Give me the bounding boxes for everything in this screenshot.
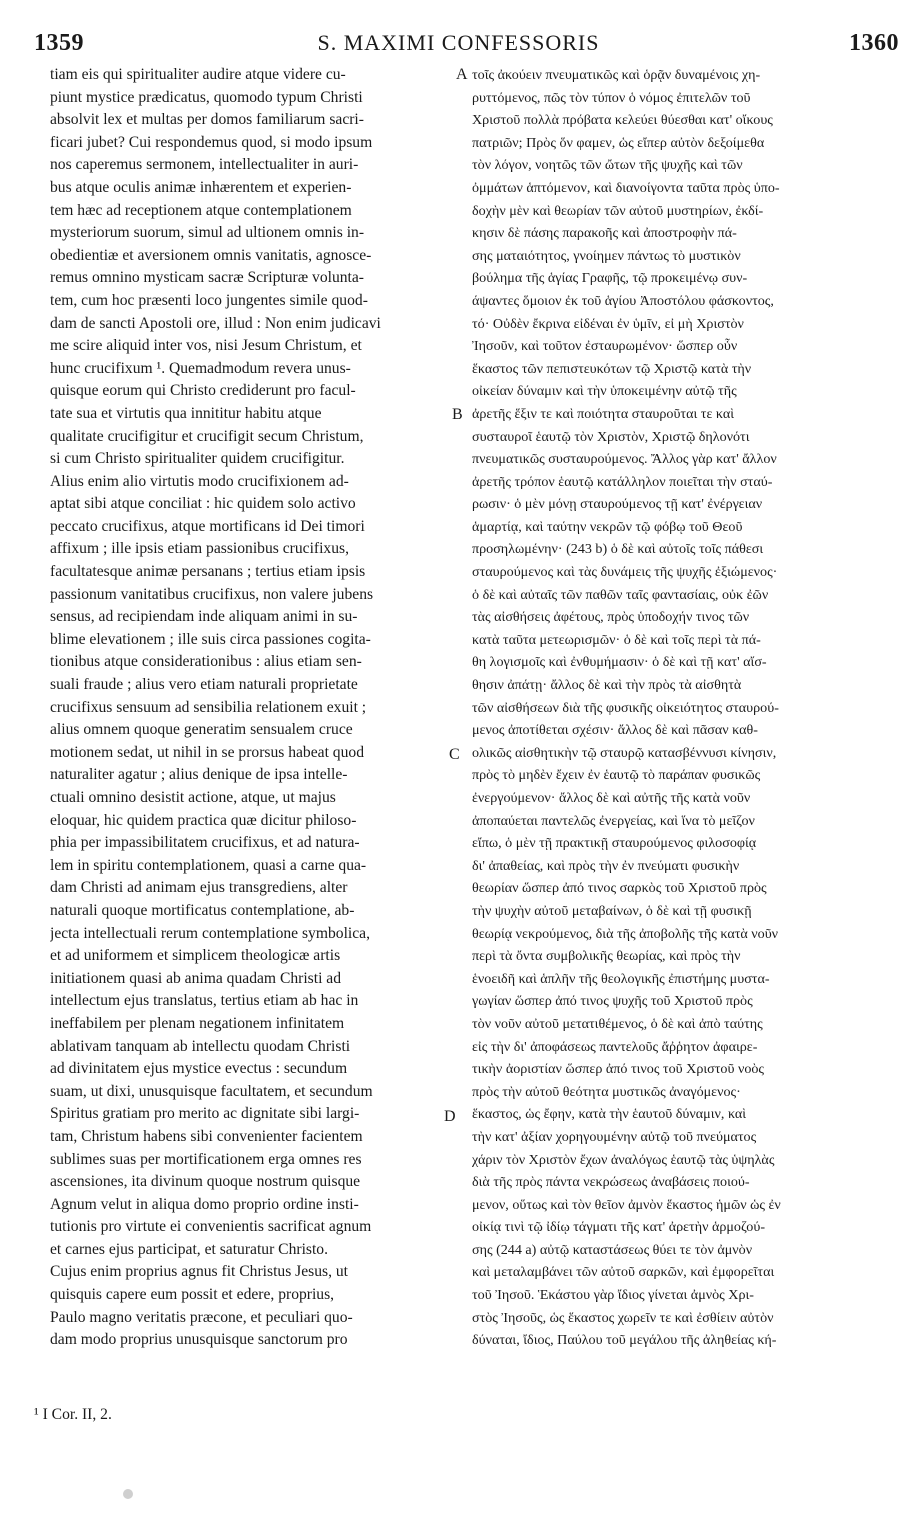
latin-line: naturali quoque mortificatus contemplatione, ab- (50, 901, 355, 919)
latin-line: Alius enim alio virtutis modo crucifixionem ad- (50, 472, 349, 490)
greek-line: σταυρούμενος καὶ τὰς δυνάμεις τῆς ψυχῆς ἐξιώμενος· (472, 564, 778, 581)
latin-line: Spiritus gratiam pro merito ac dignitate sibi largi- (50, 1105, 360, 1123)
latin-line: ablativam tanquam ab intellectu quodam Christi (50, 1037, 351, 1055)
latin-line: ctuali omnino desistit actione, atque, ut majus (50, 789, 336, 806)
greek-line: διὰ τῆς πρὸς πάντα νεκρώσεως ἀναβάσεις ποιού- (472, 1174, 750, 1191)
greek-line: τοῦ Ἰησοῦ. Ἑκάστου γὰρ ἴδιος γίνεται ἀμνὸς Χρι- (472, 1287, 754, 1304)
right-page-number: 1360 (849, 30, 899, 56)
running-title: S. MAXIMI CONFESSORIS (317, 30, 600, 55)
margin-letter-b: B (452, 406, 463, 423)
latin-line: absolvit lex et multas per domos familiarum sacri- (50, 111, 364, 129)
greek-column (472, 64, 878, 1352)
latin-line: alius omnem quoque generatim sensualem cruce (50, 721, 353, 739)
latin-line: crucifixus sensuum ad sensibilia relationem exuit ; (50, 698, 367, 716)
latin-line: tem, cum hoc præsenti loco jungentes simile quod- (50, 291, 368, 309)
latin-line: affixum ; ille ipsis etiam passionibus crucifixus, (50, 540, 349, 558)
latin-line: blime elevationem ; ille suis circa passiones cogita- (50, 630, 371, 648)
footnote: ¹ I Cor. II, 2. (34, 1406, 112, 1423)
greek-line: πνευματικῶς συσταυρούμενος. Ἄλλος γὰρ κατ' ἄλλον (472, 451, 777, 468)
greek-line: τικὴν ἀοριστίαν ὥσπερ ἀπό τινος τοῦ Χριστοῦ νοὸς (472, 1061, 764, 1078)
latin-line: et ad uniformem et simplicem theologicæ artis (50, 947, 341, 965)
latin-line: jecta intellectuali rerum contemplatione symbolica, (50, 924, 370, 942)
latin-line: suali fraude ; alius vero etiam naturali proprietate (50, 676, 358, 694)
greek-line: τὴν ψυχὴν αὐτοῦ μεταβαίνων, ὁ δὲ καὶ τῇ φυσικῇ (472, 902, 752, 919)
greek-line: κατὰ ταῦτα μετεωρισμῶν· ὁ δὲ καὶ τοῖς περὶ τὰ πά- (472, 631, 761, 648)
greek-line: ἕκαστος, ὡς ἔφην, κατὰ τὴν ἑαυτοῦ δύναμιν, καὶ (472, 1106, 747, 1123)
greek-line: Ἰησοῦν, καὶ τοῦτον ἐσταυρωμένον· ὥσπερ οὖν (472, 338, 738, 355)
margin-letter-c: C (449, 746, 460, 763)
latin-line: hunc crucifixum ¹. Quemadmodum revera unus- (50, 359, 351, 377)
greek-line: ὀμμάτων ἁπτόμενον, καὶ διανοίγοντα ταῦτα πρὸς ὑπο- (472, 179, 780, 196)
latin-line: dam de sancti Apostoli ore, illud : Non enim judicavi (50, 314, 381, 332)
greek-line: θεωρίαν ὥσπερ ἀπό τινος σαρκὸς τοῦ Χριστοῦ πρὸς (472, 880, 767, 897)
greek-line: πατριῶν; Πρὸς ὅν φαμεν, ὡς εἴπερ αὐτὸν δεξοίμεθα (472, 134, 765, 151)
latin-line: ad divinitatem ejus mystice evectus : secundum (50, 1060, 348, 1078)
latin-line: lem in spiritu contemplationem, quasi a carne qua- (50, 856, 367, 874)
latin-line: mysteriorum suorum, simul ad ultionem omnis in- (50, 224, 365, 242)
greek-line: τό· Οὐδὲν ἔκρινα εἰδέναι ἐν ὑμῖν, εἰ μὴ Χριστὸν (472, 315, 744, 332)
greek-line: δι' ἀπαθείας, καὶ πρὸς τὴν ἐν πνεύματι φυσικὴν (472, 857, 740, 874)
latin-line: tem hæc ad receptionem atque contemplationem (50, 201, 352, 219)
greek-line: ὁ δὲ καὶ αὐταῖς τῶν παθῶν ταῖς φαντασίαις, οὐκ ἐῶν (472, 586, 769, 603)
latin-line: Paulo magno veritatis præcone, et peculiari quo- (50, 1308, 353, 1326)
greek-line: τὸν νοῦν αὐτοῦ μετατιθέμενος, ὁ δὲ καὶ ἀπὸ ταύτης (472, 1015, 763, 1032)
latin-line: nos caperemus sermonem, intellectualiter in auri- (50, 156, 359, 174)
latin-line: initiationem quasi ab anima quadam Christi ad (50, 969, 342, 987)
greek-line: ἐνεργούμενον· ἄλλος δὲ καὶ αὐτῆς τῆς κατὰ νοῦν (472, 790, 751, 806)
greek-line: ἀρετῆς τρόπον ἑαυτῷ κατάλληλον ποιεῖται τὴν σταύ- (472, 473, 773, 490)
greek-line: ἕκαστος τῶν πεπιστευκότων τῷ Χριστῷ κατὰ τὴν (472, 360, 752, 377)
latin-line: naturaliter agatur ; alius denique de ipsa intelle- (50, 766, 348, 784)
latin-line: qualitate crucifigitur et crucifigit secum Christum, (50, 427, 364, 445)
latin-line: tiam eis qui spiritualiter audire atque videre cu- (50, 66, 346, 83)
greek-line: θησιν ἀπάτῃ· ἄλλος δὲ καὶ τὴν πρὸς τὰ αἰσθητὰ (472, 677, 742, 694)
greek-line: ἑνοειδῆ καὶ ἁπλῆν τῆς θεολογικῆς ἐπιστήμης μυστα- (472, 970, 770, 987)
latin-line: tionibus atque considerationibus : alius etiam sen- (50, 653, 362, 671)
latin-line: me scire aliquid inter vos, nisi Jesum Christum, et (50, 337, 362, 355)
greek-line: τὰς αἰσθήσεις ἀφέτους, πρὸς ὑποδοχήν τινος τῶν (472, 609, 750, 626)
greek-line: πρὸς τὸ μηδὲν ἔχειν ἐν ἑαυτῷ τὸ παράπαν φυσικῶς (472, 767, 761, 784)
greek-line: ἀποπαύεται παντελῶς ἐνεργείας, καὶ ἵνα τὸ μεῖζον (472, 812, 755, 829)
latin-line: aptat sibi atque conciliat : hic quidem solo activo (50, 495, 356, 513)
latin-column (50, 64, 445, 1352)
latin-line: Agnum velut in aliqua domo proprio ordine insti- (50, 1195, 359, 1213)
greek-line: οἰκείαν δύναμιν καὶ τὴν ὑποκειμένην αὐτῷ τῆς (472, 383, 737, 400)
latin-line: tam, Christum habens sibi convenienter facientem (50, 1127, 363, 1145)
latin-line: sensus, ad recipiendam inde aliquam animi in su- (50, 608, 358, 626)
greek-line: τῶν αἰσθήσεων διὰ τῆς φυσικῆς οἰκειότητος σταυρού- (472, 699, 779, 716)
latin-line: quisque eorum qui Christo crediderunt pro facul- (50, 382, 356, 400)
margin-letter-a: A (456, 66, 468, 83)
ink-speck (123, 1489, 133, 1499)
latin-line: intellectum ejus translatus, tertius etiam ab hac in (50, 992, 359, 1010)
greek-line: τοῖς ἀκούειν πνευματικῶς καὶ ὁρᾷν δυναμένοις χη- (472, 67, 761, 83)
greek-line: Χριστοῦ πολλὰ πρόβατα κελεύει θύεσθαι κατ' οἴκους (472, 112, 773, 129)
greek-line: σης (244 a) αὐτῷ καταστάσεως θύει τε τὸν ἀμνὸν (472, 1241, 753, 1258)
margin-letter-d: D (444, 1108, 456, 1125)
greek-line: ἀρετῆς ἕξιν τε καὶ ποιότητα σταυροῦται τε καὶ (472, 405, 735, 422)
greek-line: ολικῶς αἰσθητικὴν τῷ σταυρῷ κατασβέννυσι κίνησιν, (472, 744, 777, 761)
latin-line: tate sua et virtutis qua innititur habitu atque (50, 404, 322, 422)
latin-line: piunt mystice prædicatus, quomodo typum Christi (50, 88, 363, 106)
latin-line: ficari jubet? Cui respondemus quod, si modo ipsum (50, 133, 373, 151)
latin-line: et carnes ejus participat, et saturatur Christo. (50, 1240, 328, 1258)
latin-line: tutionis pro virtute ei convenientis sacrificat agnum (50, 1218, 372, 1236)
latin-line: obedientiæ et aversionem omnis vanitatis, agnosce- (50, 246, 372, 264)
greek-line: οἰκίᾳ τινὶ τῷ ἰδίῳ τάγματι τῆς κατ' ἀρετὴν ἁρμοζού- (472, 1219, 766, 1236)
latin-line: si cum Christo spiritualiter quidem crucifigitur. (50, 450, 345, 468)
latin-line: Cujus enim proprius agnus fit Christus Jesus, ut (50, 1263, 349, 1281)
greek-line: άψαντες ὅμοιον ἐκ τοῦ ἁγίου Ἀποστόλου φάσκοντος, (472, 292, 774, 309)
greek-line: συσταυροῖ ἑαυτῷ τὸν Χριστὸν, Χριστῷ δηλονότι (472, 428, 750, 445)
greek-line: βούλημα τῆς ἁγίας Γραφῆς, τῷ προκειμένῳ συν- (472, 270, 748, 287)
greek-line: τὴν κατ' ἀξίαν χορηγουμένην αὐτῷ τοῦ πνεύματος (472, 1128, 757, 1145)
greek-line: μενος ἀποτίθεται σχέσιν· ἄλλος δὲ καὶ πᾶσαν καθ- (472, 722, 758, 739)
greek-line: ἁμαρτίᾳ, καὶ ταύτην νεκρῶν τῷ φόβῳ τοῦ Θεοῦ (472, 518, 743, 535)
greek-line: ρυττόμενος, πῶς τὸν τύπον ὁ νόμος ἐπιτελῶν τοῦ (472, 89, 751, 106)
latin-line: sublimes suas per mortificationem erga omnes res (50, 1150, 362, 1168)
latin-line: passionum vanitatibus crucifixus, non valere jubens (50, 585, 374, 603)
greek-line: καὶ μεταλαμβάνει τῶν αὐτοῦ σαρκῶν, καὶ ἐμφορεῖται (472, 1264, 775, 1281)
latin-line: ineffabilem per plenam negationem infinitatem (50, 1014, 345, 1032)
greek-line: μενον, οὕτως καὶ τὸν θεῖον ἀμνὸν ἕκαστος ἡμῶν ὡς ἐν (472, 1196, 781, 1213)
latin-line: dam modo proprius unusquisque sanctorum pro (50, 1331, 348, 1349)
greek-line: δοχὴν μὲν καὶ θεωρίαν τῶν αὐτοῦ μυστηρίων, ἐκδί- (472, 202, 764, 219)
greek-line: δύναται, ἴδιος, Παύλου τοῦ μεγάλου τῆς ἀληθείας κή- (472, 1332, 777, 1349)
latin-line: peccato crucifixus, atque mortificans id Dei timori (50, 517, 365, 535)
greek-line: περὶ τὰ ὄντα συμβολικῆς θεωρίας, καὶ πρὸς τὴν (472, 948, 741, 965)
greek-line: στὸς Ἰησοῦς, ὡς ἕκαστος χωρεῖν τε καὶ ἐσθίειν αὐτὸν (472, 1309, 774, 1326)
greek-line: προσηλωμένην· (243 b) ὁ δὲ καὶ αὐτοῖς τοῖς πάθεσι (472, 541, 764, 558)
latin-line: remus omnino mysticam sacræ Scripturæ volunta- (50, 269, 364, 287)
greek-line: θεωρίᾳ νεκρούμενος, διὰ τῆς ἀποβολῆς τῆς κατὰ νοῦν (472, 925, 779, 942)
greek-line: χάριν τὸν Χριστὸν ἔχων ἀναλόγως ἑαυτῷ τὰς ὑψηλὰς (472, 1151, 775, 1168)
greek-line: σης ματαιότητος, γνοίημεν πάντως τὸ μυστικὸν (472, 247, 741, 264)
latin-line: facultatesque animæ persanans ; tertius etiam ipsis (50, 563, 366, 581)
latin-line: dam Christi ad animam ejus transgrediens, alter (50, 879, 348, 897)
latin-line: motionem sedat, ut nihil in se prorsus habeat quod (50, 743, 364, 761)
greek-line: πρὸς τὴν αὐτοῦ θεότητα μυστικῶς ἀναγόμενος· (472, 1083, 741, 1100)
latin-line: suam, ut dixi, unusquisque facultatem, et secundum (50, 1082, 373, 1100)
latin-line: quisquis capere eum possit et edere, proprius, (50, 1286, 335, 1304)
latin-line: bus atque oculis animæ inhærentem et experien- (50, 178, 352, 196)
greek-line: εἴπω, ὁ μὲν τῇ πρακτικῇ σταυρούμενος φιλοσοφίᾳ (472, 835, 757, 852)
latin-line: ascensiones, ita divinum quoque nostrum quisque (50, 1173, 361, 1191)
latin-line: phia per impassibilitatem crucifixus, et ad natura- (50, 834, 360, 852)
greek-line: γωγίαν ὥσπερ ἀπό τινος ψυχῆς τοῦ Χριστοῦ πρὸς (472, 993, 753, 1010)
greek-line: θη λογισμοῖς καὶ ἐνθυμήμασιν· ὁ δὲ καὶ τῇ κατ' αἴσ- (472, 654, 767, 671)
latin-line: eloquar, hic quidem practica quæ dicitur philoso- (50, 811, 357, 829)
greek-line: κησιν δὲ πάσης παρακοῆς καὶ ἀποστροφὴν πά- (472, 225, 737, 242)
greek-line: εἰς τὴν δι' ἀποφάσεως παντελοῦς ἄῤῥητον ἀφαιρε- (472, 1038, 758, 1055)
left-page-number: 1359 (34, 30, 84, 56)
greek-line: τὸν λόγον, νοητῶς τῶν ὤτων τῆς ψυχῆς καὶ τῶν (472, 157, 743, 174)
greek-line: ρωσιν· ὁ μὲν μόνῃ σταυρούμενος τῇ κατ' ἐνέργειαν (472, 496, 763, 513)
